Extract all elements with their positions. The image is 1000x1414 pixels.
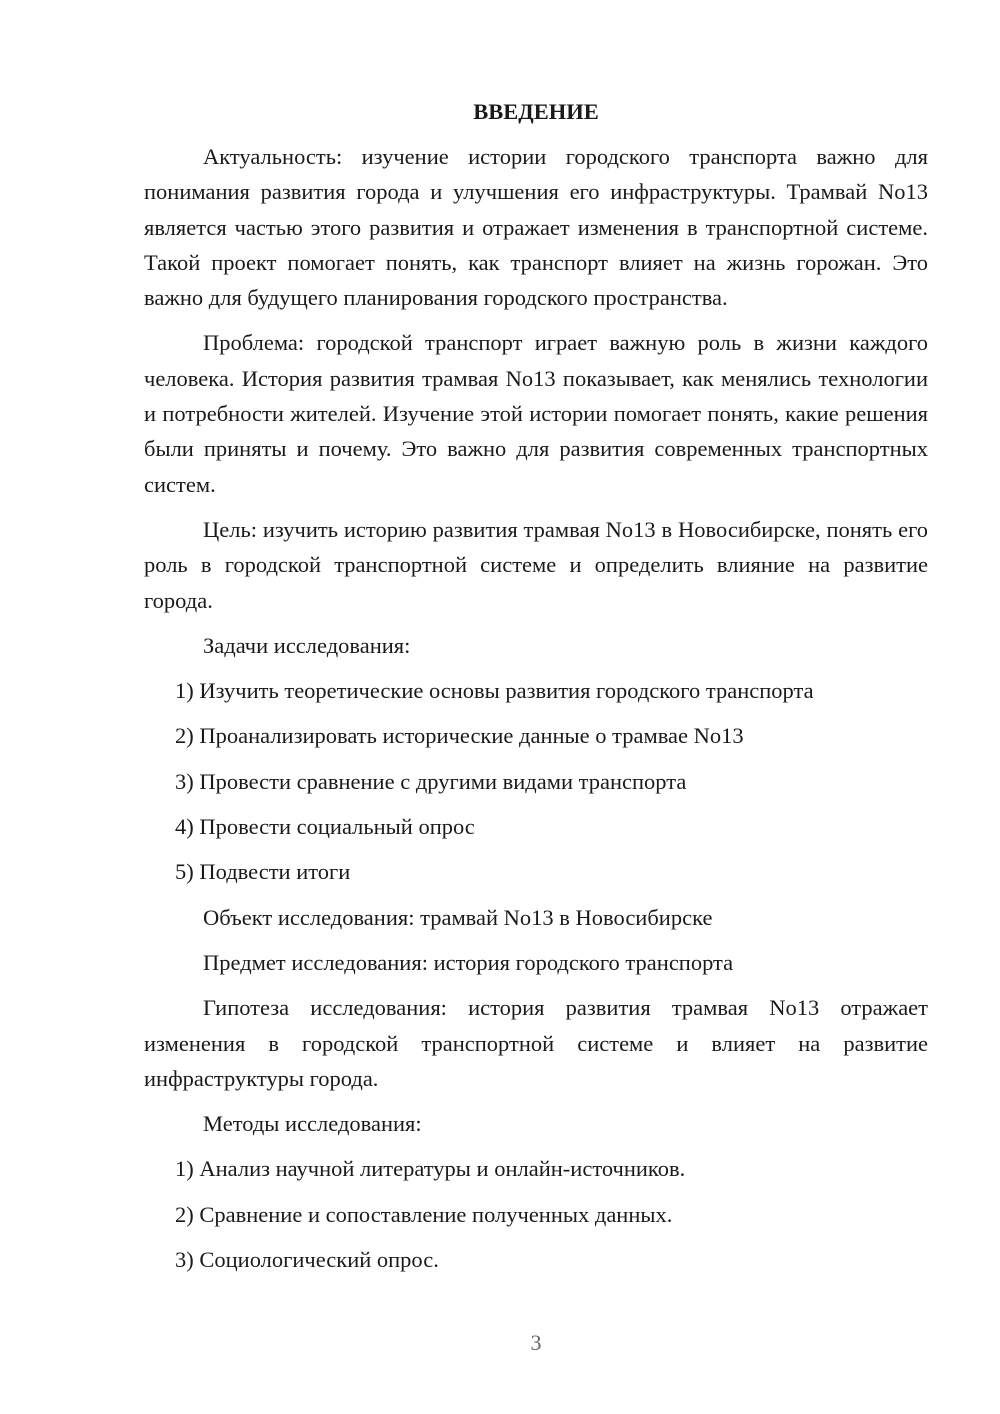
page-number: 3: [530, 1330, 542, 1355]
paragraph-problem: Проблема: городской транспорт играет важную роль в жизни каждого человека. История развития трамвая No13 показывает, как менялись технологии и потребности жителей. Изучение этой истории помогает понять, какие решения были приняты и почему. Это важно для развития современных транспортных систем.: [144, 330, 928, 497]
research-object: Объект исследования: трамвай No13 в Новосибирске: [203, 904, 713, 930]
task-item: 4) Провести социальный опрос: [175, 814, 475, 840]
page-title: ВВЕДЕНИЕ: [473, 99, 599, 124]
task-item: 5) Подвести итоги: [175, 859, 351, 885]
task-item: 2) Проанализировать исторические данные о трамвае No13: [175, 723, 744, 749]
page-content: [144, 94, 928, 1287]
paragraph-goal: Цель: изучить историю развития трамвая No13 в Новосибирске, понять его роль в городской транспортной системе и определить влияние на развитие города.: [144, 516, 928, 613]
paragraph-relevance: Актуальность: изучение истории городского транспорта важно для понимания развития города и улучшения его инфраструктуры. Трамвай No13 является частью этого развития и отражает изменения в транспортной системе. Такой проект помогает понять, как транспорт влияет на жизнь горожан. Это важно для будущего планирования городского пространства.: [144, 144, 928, 311]
method-item: 2) Сравнение и сопоставление полученных данных.: [175, 1201, 673, 1227]
research-subject: Предмет исследования: история городского транспорта: [203, 949, 734, 975]
method-item: 3) Социологический опрос.: [175, 1247, 439, 1273]
tasks-heading: Задачи исследования:: [203, 632, 411, 658]
task-item: 1) Изучить теоретические основы развития городского транспорта: [175, 678, 814, 704]
task-item: 3) Провести сравнение с другими видами транспорта: [175, 768, 687, 794]
method-item: 1) Анализ научной литературы и онлайн-источников.: [175, 1156, 686, 1182]
paragraph-hypothesis: Гипотеза исследования: история развития трамвая No13 отражает изменения в городской транспортной системе и влияет на развитие инфраструктуры города.: [144, 995, 928, 1091]
methods-heading: Методы исследования:: [203, 1111, 422, 1137]
